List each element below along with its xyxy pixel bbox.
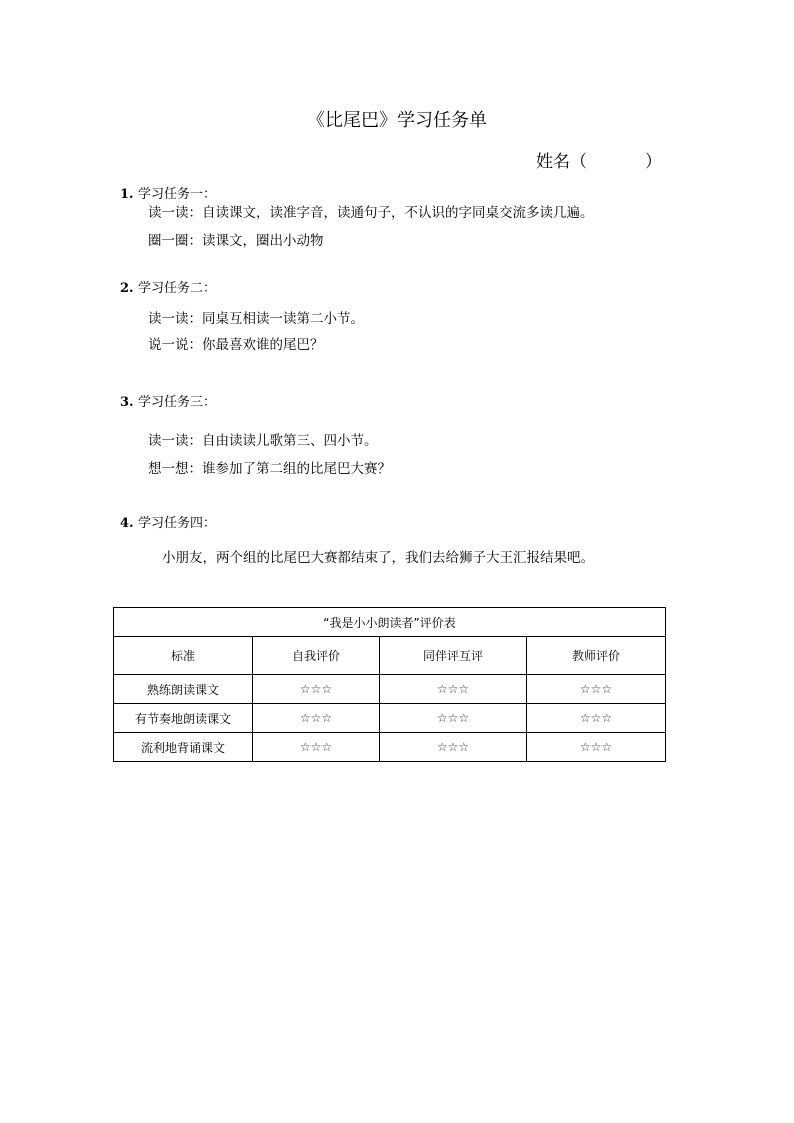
header-self-eval: 自我评价 bbox=[253, 637, 380, 675]
table-row bbox=[114, 733, 666, 762]
task-2-line-1: 读一读：同桌互相读一读第二小节。 bbox=[148, 311, 364, 327]
table-row bbox=[114, 704, 666, 733]
task-3-line-2: 想一想：谁参加了第二组的比尾巴大赛？ bbox=[148, 461, 391, 477]
task-4-line-1: 小朋友，两个组的比尾巴大赛都结束了，我们去给狮子大王汇报结果吧。 bbox=[162, 550, 594, 566]
student-name-field bbox=[536, 147, 662, 172]
star-rating: ☆☆☆ bbox=[527, 733, 666, 762]
document-title: 《比尾巴》学习任务单 bbox=[307, 110, 487, 131]
star-rating: ☆☆☆ bbox=[253, 704, 380, 733]
star-rating: ☆☆☆ bbox=[253, 733, 380, 762]
header-criteria: 标准 bbox=[114, 637, 253, 675]
table-caption: “我是小小朗读者”评价表 bbox=[114, 608, 666, 637]
table-row bbox=[114, 675, 666, 704]
task-3-heading: 3. 学习任务三： bbox=[120, 395, 217, 410]
header-teacher-eval: 教师评价 bbox=[527, 637, 666, 675]
evaluation-table bbox=[113, 607, 666, 762]
star-rating: ☆☆☆ bbox=[527, 675, 666, 704]
task-1-line-1: 读一读：自读课文，读准字音，读通句子，不认识的字同桌交流多读几遍。 bbox=[148, 205, 594, 221]
criteria-cell: 熟练朗读课文 bbox=[114, 675, 253, 704]
criteria-cell: 流利地背诵课文 bbox=[114, 733, 253, 762]
task-3-line-1: 读一读：自由读读儿歌第三、四小节。 bbox=[148, 433, 378, 449]
task-2-line-2: 说一说：你最喜欢谁的尾巴？ bbox=[148, 337, 324, 353]
star-rating: ☆☆☆ bbox=[380, 704, 527, 733]
criteria-cell: 有节奏地朗读课文 bbox=[114, 704, 253, 733]
task-4-heading: 4. 学习任务四： bbox=[120, 516, 217, 531]
star-rating: ☆☆☆ bbox=[527, 704, 666, 733]
task-1-heading: 1. 学习任务一： bbox=[120, 187, 217, 202]
star-rating: ☆☆☆ bbox=[253, 675, 380, 704]
star-rating: ☆☆☆ bbox=[380, 675, 527, 704]
name-label: 姓名（ bbox=[536, 152, 587, 172]
star-rating: ☆☆☆ bbox=[380, 733, 527, 762]
task-2-heading: 2. 学习任务二： bbox=[120, 281, 217, 296]
name-close: ） bbox=[645, 152, 662, 172]
header-peer-eval: 同伴评互评 bbox=[380, 637, 527, 675]
task-1-line-2: 圈一圈：读课文，圈出小动物 bbox=[148, 233, 324, 249]
